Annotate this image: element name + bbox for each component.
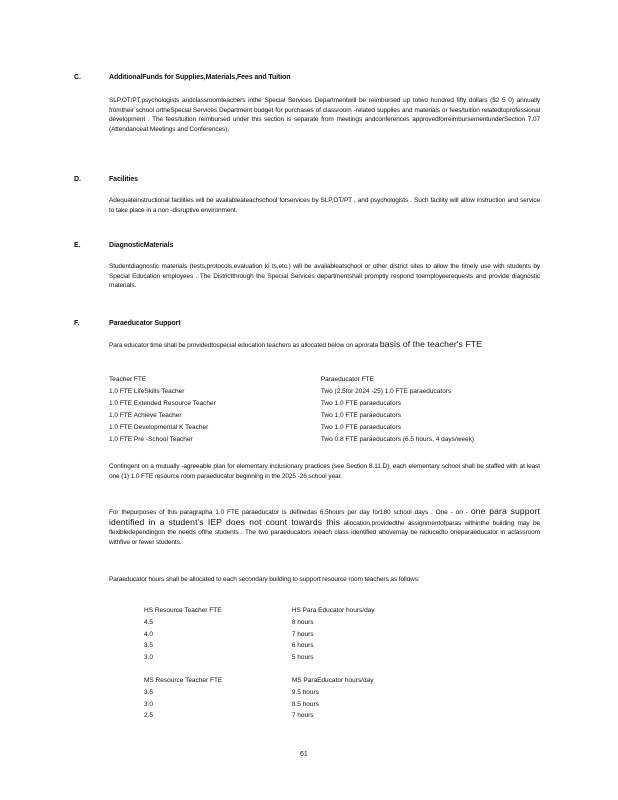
fte-table bbox=[109, 374, 474, 446]
fte-teacher-cell: 1.0 FTE Extended Resource Teacher bbox=[109, 400, 216, 407]
ms-table-row bbox=[144, 712, 373, 724]
fte-table-row bbox=[109, 410, 474, 422]
hs-table-row bbox=[144, 619, 375, 631]
ms-hours-cell: 8.5 hours bbox=[291, 700, 319, 708]
fte-para-cell: Two (2.5for 2024 -25) 1.0 FTE paraeducators bbox=[320, 388, 452, 395]
section-f-intro-small: Para educator time shall be providedtospecial education teachers as allocated below on aprorata bbox=[109, 342, 379, 349]
section-f-intro bbox=[109, 340, 540, 351]
ms-header-teacher: MS Resource Teacher FTE bbox=[144, 677, 223, 684]
secondary-paragraph: Paraeducator hours shall be allocated to each secondary building to support resource room teachers as follows: bbox=[109, 576, 420, 583]
section-f-title: Paraeducator Support bbox=[109, 320, 181, 327]
fte-teacher-cell: 1.0 FTE LifeSkills Teacher bbox=[109, 388, 185, 395]
section-c-body: SLP,OT/PT,psychologists andclassroomteachers inthe Special Services Departmentwill be reimbursed up totwo hundred fifty dollars ($2 5 0) annually fromtheir school ortheSpecial Services Department budget for purchases of classroom -related supplies and materials or fees/tuition relatedtoprofessional development . The fees/tuition reimbursed under this section is separate from meetings andconferences approvedforreimbursementunderSection 7.07 (Attendanceat Meetings and Conferences). bbox=[109, 97, 540, 133]
ms-table-row bbox=[144, 689, 373, 701]
purposes-big: one para support identified in a student's IEP does not count towards this bbox=[109, 506, 540, 527]
hs-fte-cell: 3.0 bbox=[144, 654, 154, 662]
section-f-intro-big: basis of the teacher's FTE bbox=[379, 339, 482, 349]
hs-header-para: HS Para Educator hours/day bbox=[291, 607, 375, 614]
section-c-title: AdditionalFunds for Supplies,Materials,Fees and Tuition bbox=[109, 74, 291, 81]
ms-table-row bbox=[144, 701, 373, 713]
hs-table-row bbox=[144, 642, 375, 654]
purposes-rest: allocation,providedthe assignmentofparas withinthe building may be flexibledependingon the needs ofthe students . The two paraeducators ineach class identified abovemay be reducedto oneparaeducator in aclassroom withfive or fewer students. bbox=[109, 519, 540, 546]
ms-header-para: MS ParaEducator hours/day bbox=[291, 677, 374, 684]
section-f-letter: F. bbox=[74, 320, 80, 327]
hs-table bbox=[144, 607, 375, 666]
fte-table-row bbox=[109, 398, 474, 410]
fte-para-cell: Two 1.0 FTE paraeducators bbox=[320, 400, 402, 407]
purposes-small: For thepurposes of this paragrapha 1.0 FTE paraeducator is definedas 6.5hours per day for180 school days . One - on - bbox=[109, 509, 468, 516]
section-d-body: Adequateinstructional facilities will be availableateachschool forservices by SLP,OT/PT , and psychologists . Such facility will allow instruction and service to take place in a non -disruptive environment. bbox=[109, 197, 540, 214]
hs-hours-cell: 7 hours bbox=[291, 630, 314, 638]
ms-fte-cell: 2.5 bbox=[144, 712, 154, 720]
purposes-paragraph bbox=[109, 507, 540, 547]
ms-hours-cell: 9.5 hours bbox=[291, 688, 319, 696]
fte-table-row bbox=[109, 422, 474, 434]
hs-table-row bbox=[144, 631, 375, 643]
hs-fte-cell: 4.0 bbox=[144, 630, 154, 638]
fte-table-header bbox=[109, 374, 474, 386]
hs-hours-cell: 6 hours bbox=[291, 642, 314, 650]
hs-fte-cell: 3.5 bbox=[144, 642, 154, 650]
ms-table bbox=[144, 677, 373, 724]
section-d-letter: D. bbox=[74, 176, 81, 183]
hs-table-header bbox=[144, 607, 375, 619]
section-e-title: DiagnosticMaterials bbox=[109, 242, 174, 249]
ms-fte-cell: 3.5 bbox=[144, 688, 154, 696]
fte-para-cell: Two 1.0 FTE paraeducators bbox=[320, 424, 402, 431]
fte-table-row bbox=[109, 386, 474, 398]
contingent-paragraph: Contingent on a mutually -agreeable plan for elementary inclusionary practices (see Section 8.11.D), each elementary school shall be staffed with at least one (1) 1.0 FTE resource room paraeducator beginning in the 2025 -26 school year. bbox=[109, 463, 540, 480]
ms-hours-cell: 7 hours bbox=[291, 712, 314, 720]
section-e-letter: E. bbox=[74, 242, 81, 249]
ms-table-header bbox=[144, 677, 373, 689]
section-d-title: Facilities bbox=[109, 176, 138, 183]
page-number: 61 bbox=[300, 751, 308, 758]
section-c-letter: C. bbox=[74, 74, 81, 81]
hs-hours-cell: 8 hours bbox=[291, 618, 314, 626]
section-e-body: Studentdiagnostic materials (tests,protocols,evaluation ki ts,etc.) will be availableatschool or other district sites to allow the timely use with students by Special Education employees . The Districtthrough the Special Services departmentshall promptly respond toemployeerequests and provide diagnostic materials. bbox=[109, 263, 540, 290]
hs-hours-cell: 5 hours bbox=[291, 654, 314, 662]
hs-header-teacher: HS Resource Teacher FTE bbox=[144, 607, 222, 614]
fte-teacher-cell: 1.0 FTE Developmental K Teacher bbox=[109, 424, 209, 431]
fte-para-cell: Two 0.8 FTE paraeducators (6.5 hours, 4 days/week) bbox=[320, 436, 474, 443]
fte-para-cell: Two 1.0 FTE paraeducators bbox=[320, 412, 402, 419]
fte-table-row bbox=[109, 434, 474, 446]
fte-header-para: Paraeducator FTE bbox=[320, 376, 374, 383]
hs-table-row bbox=[144, 654, 375, 666]
fte-teacher-cell: 1.0 FTE Achieve Teacher bbox=[109, 412, 182, 419]
hs-fte-cell: 4.5 bbox=[144, 618, 154, 626]
fte-header-teacher: Teacher FTE bbox=[109, 376, 147, 383]
ms-fte-cell: 3.0 bbox=[144, 700, 154, 708]
fte-teacher-cell: 1.0 FTE Pre -School Teacher bbox=[109, 436, 193, 443]
